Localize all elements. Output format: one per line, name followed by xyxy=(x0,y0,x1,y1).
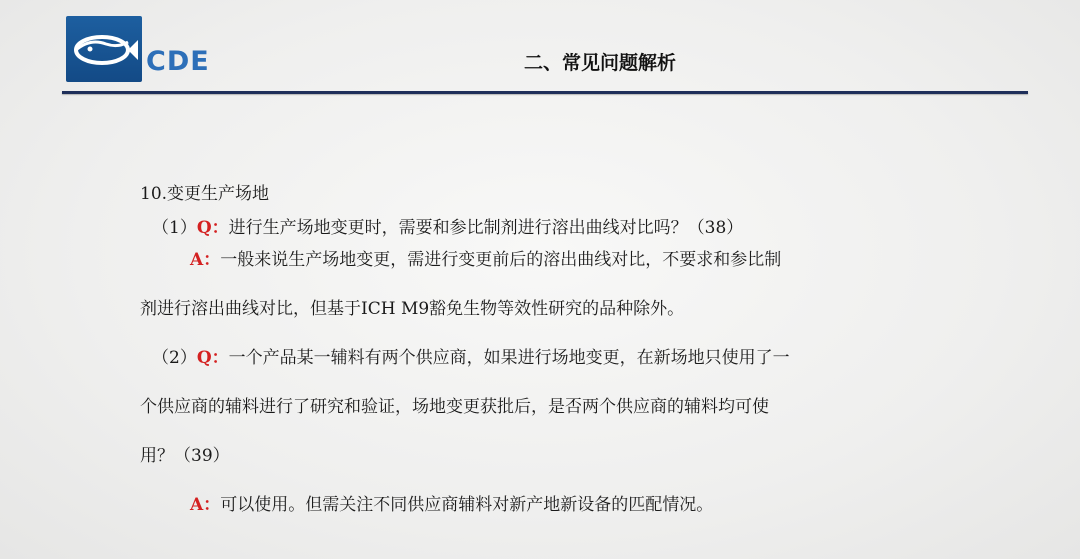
logo-text: CDE xyxy=(146,46,210,77)
question-text: 一个产品某一辅料有两个供应商，如果进行场地变更，在新场地只使用了一 xyxy=(228,348,790,368)
answer-text: 可以使用。但需关注不同供应商辅料对新产地新设备的匹配情况。 xyxy=(220,495,714,515)
question-2 xyxy=(140,342,940,374)
answer-1-line-2: 剂进行溶出曲线对比，但基于ICH M9豁免生物等效性研究的品种除外。 xyxy=(140,299,685,319)
header-divider xyxy=(62,91,1028,94)
answer-2 xyxy=(140,489,940,521)
question-2-line-3: 用？（39） xyxy=(140,446,230,466)
answer-1-line-1 xyxy=(140,244,940,276)
section-title: 10.变更生产场地 xyxy=(140,184,270,204)
question-2-line-2: 个供应商的辅料进行了研究和验证，场地变更获批后，是否两个供应商的辅料均可使 xyxy=(140,397,769,417)
page-title: 二、常见问题解析 xyxy=(523,52,676,74)
faq-item-2 xyxy=(140,342,940,521)
q-label: Q： xyxy=(196,218,229,238)
question-text: 进行生产场地变更时，需要和参比制剂进行溶出曲线对比吗？（38） xyxy=(228,218,744,238)
a-label: A： xyxy=(190,250,221,270)
q-label: Q： xyxy=(196,348,229,368)
question-1 xyxy=(140,212,940,244)
faq-item-1 xyxy=(140,212,940,325)
item-number: （1） xyxy=(152,218,197,238)
item-number: （2） xyxy=(152,348,197,368)
answer-text: 一般来说生产场地变更，需进行变更前后的溶出曲线对比，不要求和参比制 xyxy=(220,250,782,270)
a-label: A： xyxy=(190,495,221,515)
faq-content xyxy=(140,178,940,521)
